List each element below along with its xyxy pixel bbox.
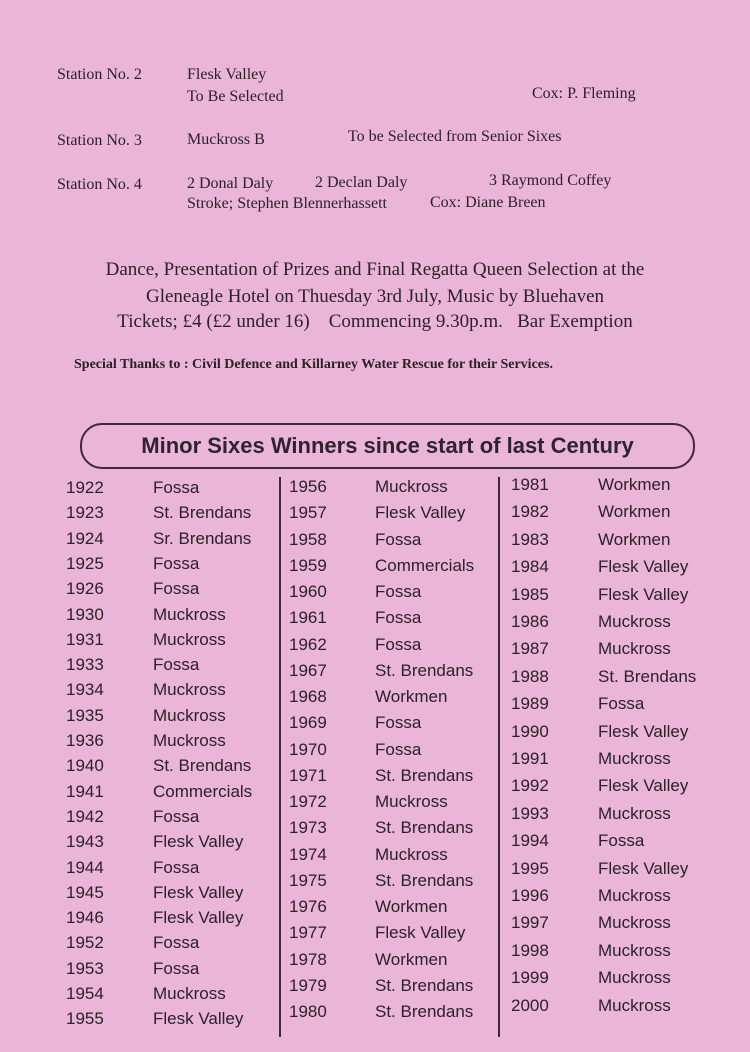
- station-crew: Muckross B: [187, 131, 265, 148]
- year: 1933: [66, 655, 104, 675]
- year: 1922: [66, 478, 104, 497]
- winner: St. Brendans: [375, 818, 474, 838]
- column-divider: [279, 477, 281, 1037]
- year: 1993: [511, 803, 549, 823]
- year: 1989: [511, 694, 549, 714]
- winner: Flesk Valley: [598, 584, 689, 604]
- winner: Flesk Valley: [598, 721, 689, 741]
- winner: Fossa: [375, 608, 422, 628]
- year: 1980: [289, 1002, 327, 1021]
- year: 1946: [66, 908, 104, 928]
- winner: Muckross: [153, 705, 226, 725]
- year: 1994: [511, 831, 549, 851]
- winner: St. Brendans: [375, 975, 474, 995]
- winner: Muckross: [598, 995, 671, 1015]
- year: 1974: [289, 844, 327, 864]
- winner: Commercials: [375, 555, 475, 575]
- winner: Muckross: [375, 477, 448, 496]
- winner: Muckross: [598, 639, 671, 659]
- announcement-line: Dance, Presentation of Prizes and Final Regatta Queen Selection at the: [105, 259, 645, 280]
- year: 1987: [511, 639, 549, 659]
- winner: Fossa: [153, 933, 200, 953]
- winner: Muckross: [153, 604, 226, 624]
- winner: Fossa: [153, 806, 200, 826]
- winner: Sr. Brendans: [153, 528, 252, 548]
- year: 1935: [66, 705, 104, 725]
- year: 1990: [511, 721, 549, 741]
- year: 1979: [289, 975, 327, 995]
- winner: Flesk Valley: [375, 923, 466, 943]
- winner: Flesk Valley: [153, 832, 244, 852]
- winner: St. Brendans: [375, 660, 474, 680]
- year: 1967: [289, 660, 327, 680]
- year: 1971: [289, 765, 327, 785]
- winner: St. Brendans: [375, 765, 474, 785]
- winner: Fossa: [598, 694, 645, 714]
- winner: St. Brendans: [598, 666, 697, 686]
- year: 1999: [511, 968, 549, 988]
- announcement-line: Tickets; £4 (£2 under 16) Commencing 9.30p.m. Bar Exemption: [117, 311, 633, 332]
- winner: Muckross: [598, 968, 671, 988]
- year: 1934: [66, 680, 104, 700]
- winner: Fossa: [153, 553, 200, 573]
- winner: Fossa: [153, 478, 200, 497]
- winner: Flesk Valley: [153, 882, 244, 902]
- year: 1944: [66, 857, 104, 877]
- year: 1991: [511, 749, 549, 768]
- station-crew: To Be Selected: [187, 88, 284, 105]
- year: 1930: [66, 604, 104, 624]
- special-thanks: Special Thanks to : Civil Defence and Killarney Water Rescue for their Services.: [74, 357, 553, 372]
- station-stroke: Stroke; Stephen Blennerhassett: [187, 195, 387, 212]
- winner: Flesk Valley: [598, 557, 689, 577]
- winner: Flesk Valley: [375, 503, 466, 523]
- year: 1954: [66, 984, 104, 1003]
- year: 1943: [66, 832, 104, 852]
- winner: Workmen: [598, 475, 671, 494]
- table-title: Minor Sixes Winners since start of last Century: [80, 423, 695, 469]
- year: 1923: [66, 503, 104, 523]
- winner: Muckross: [598, 749, 671, 768]
- winner: Fossa: [598, 831, 645, 851]
- station-label: Station No. 4: [57, 176, 142, 193]
- winner: Fossa: [375, 713, 422, 733]
- winner: Workmen: [598, 529, 671, 549]
- year: 1941: [66, 781, 104, 801]
- year: 1978: [289, 949, 327, 969]
- year: 1972: [289, 792, 327, 811]
- year: 1926: [66, 579, 104, 599]
- year: 1957: [289, 503, 327, 523]
- winner: Muckross: [375, 844, 448, 864]
- winner: Muckross: [375, 792, 448, 811]
- year: 1940: [66, 756, 104, 776]
- year: 2000: [511, 995, 549, 1015]
- year: 1983: [511, 529, 549, 549]
- year: 1970: [289, 739, 327, 759]
- station-crew: 2 Declan Daly: [315, 174, 408, 191]
- winner: Muckross: [598, 612, 671, 631]
- winner: Flesk Valley: [598, 858, 689, 878]
- winner: Fossa: [375, 739, 422, 759]
- year: 1968: [289, 687, 327, 706]
- year: 1977: [289, 923, 327, 943]
- year: 1931: [66, 629, 104, 649]
- year: 1942: [66, 806, 104, 826]
- winner: Flesk Valley: [153, 908, 244, 928]
- year: 1936: [66, 731, 104, 750]
- year: 1962: [289, 634, 327, 654]
- winner: St. Brendans: [153, 503, 252, 523]
- winner: St. Brendans: [153, 756, 252, 776]
- year: 1956: [289, 477, 327, 496]
- year: 1984: [511, 557, 549, 577]
- year: 1988: [511, 666, 549, 686]
- year: 1925: [66, 553, 104, 573]
- year: 1924: [66, 528, 104, 548]
- winner: Muckross: [598, 803, 671, 823]
- winner: Fossa: [153, 579, 200, 599]
- station-crew: Flesk Valley: [187, 66, 267, 83]
- winner: Fossa: [153, 655, 200, 675]
- winner: Fossa: [375, 634, 422, 654]
- year: 1995: [511, 858, 549, 878]
- column-divider: [498, 477, 500, 1037]
- year: 1982: [511, 502, 549, 522]
- winner: Muckross: [598, 940, 671, 960]
- year: 1985: [511, 584, 549, 604]
- year: 1975: [289, 870, 327, 890]
- winner: Fossa: [375, 582, 422, 601]
- winner: Muckross: [153, 731, 226, 750]
- winner: Muckross: [153, 629, 226, 649]
- year: 1986: [511, 612, 549, 631]
- winner: Flesk Valley: [153, 1009, 244, 1029]
- winner: Muckross: [153, 680, 226, 700]
- winner: Workmen: [375, 949, 448, 969]
- year: 1992: [511, 776, 549, 796]
- winner: Flesk Valley: [598, 776, 689, 796]
- station-crew: 3 Raymond Coffey: [489, 172, 612, 189]
- winner: Muckross: [153, 984, 226, 1003]
- year: 1960: [289, 582, 327, 601]
- year: 1945: [66, 882, 104, 902]
- station-note: To be Selected from Senior Sixes: [348, 128, 562, 145]
- year: 1976: [289, 897, 327, 916]
- winner: Fossa: [153, 958, 200, 978]
- winner: Workmen: [375, 897, 448, 916]
- station-cox: Cox: P. Fleming: [532, 85, 636, 102]
- year: 1973: [289, 818, 327, 838]
- winner: Muckross: [598, 913, 671, 933]
- station-label: Station No. 3: [57, 132, 142, 149]
- winner: Commercials: [153, 781, 253, 801]
- winner: St. Brendans: [375, 1002, 474, 1021]
- station-crew: 2 Donal Daly: [187, 175, 274, 192]
- year: 1955: [66, 1009, 104, 1029]
- year: 1961: [289, 608, 327, 628]
- year: 1998: [511, 940, 549, 960]
- winner: Fossa: [153, 857, 200, 877]
- winner: Muckross: [598, 886, 671, 905]
- year: 1959: [289, 555, 327, 575]
- year: 1952: [66, 933, 104, 953]
- year: 1969: [289, 713, 327, 733]
- year: 1997: [511, 913, 549, 933]
- station-label: Station No. 2: [57, 66, 142, 83]
- year: 1996: [511, 886, 549, 905]
- announcement-line: Gleneagle Hotel on Thuesday 3rd July, Music by Bluehaven: [145, 286, 604, 307]
- year: 1958: [289, 529, 327, 549]
- winner: Workmen: [375, 687, 448, 706]
- winner: St. Brendans: [375, 870, 474, 890]
- year: 1981: [511, 475, 549, 494]
- winner: Workmen: [598, 502, 671, 522]
- winner: Fossa: [375, 529, 422, 549]
- station-cox: Cox: Diane Breen: [430, 194, 546, 211]
- year: 1953: [66, 958, 104, 978]
